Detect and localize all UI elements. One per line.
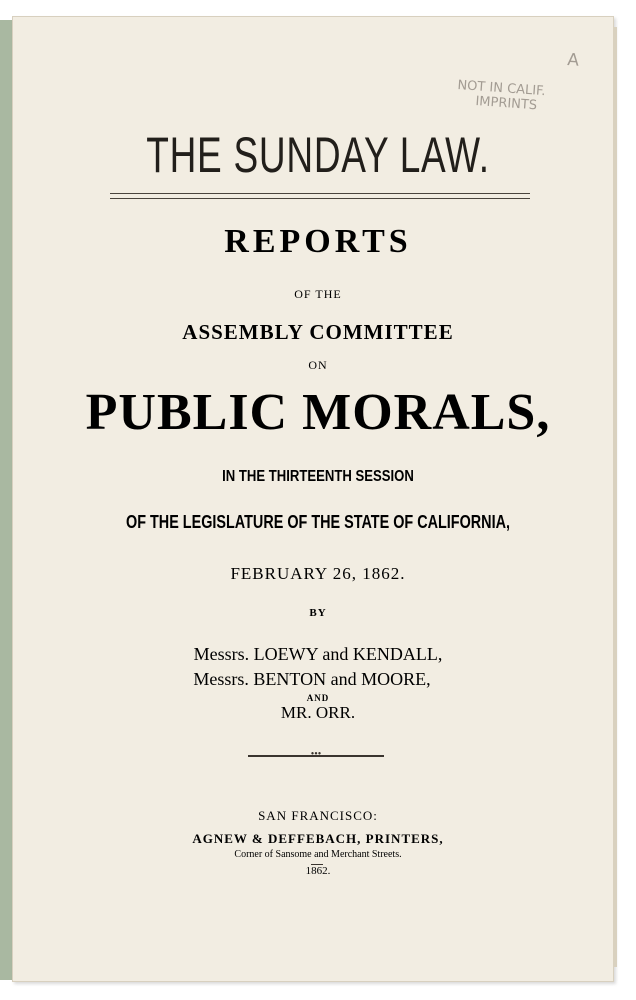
document-title: THE SUNDAY LAW.	[146, 127, 490, 183]
pencil-corner-letter: A	[566, 50, 580, 71]
reports-heading: REPORTS	[224, 223, 412, 260]
page-edge	[613, 27, 617, 967]
legislature-line: OF THE LEGISLATURE OF THE STATE OF CALIFORNIA,	[125, 512, 510, 532]
imprint-city: SAN FRANCISCO:	[258, 808, 378, 823]
session-line: IN THE THIRTEENTH SESSION	[222, 468, 414, 485]
title-double-rule	[110, 193, 530, 199]
on-text: ON	[308, 358, 328, 372]
pencil-note-line-2: IMPRINTS	[474, 94, 538, 114]
committee-name: ASSEMBLY COMMITTEE	[182, 320, 454, 344]
imprint-address: Corner of Sansome and Merchant Streets.	[234, 849, 402, 860]
and-text: AND	[306, 693, 330, 703]
imprint-year: 1862.	[305, 865, 331, 877]
by-text: BY	[309, 607, 327, 619]
of-the-text: OF THE	[294, 287, 342, 301]
authors-line-2: Messrs. BENTON and MOORE,	[193, 669, 431, 689]
authors-line-3: MR. ORR.	[280, 703, 356, 722]
authors-line-1: Messrs. LOEWY and KENDALL,	[193, 644, 443, 664]
report-date: FEBRUARY 26, 1862.	[230, 564, 406, 583]
ornament-dots: •••	[310, 749, 322, 760]
subject-heading: PUBLIC MORALS,	[85, 384, 551, 441]
imprint-printers: AGNEW & DEFFEBACH, PRINTERS,	[192, 831, 444, 846]
pencil-note-line-1: NOT IN CALIF.	[456, 78, 547, 100]
